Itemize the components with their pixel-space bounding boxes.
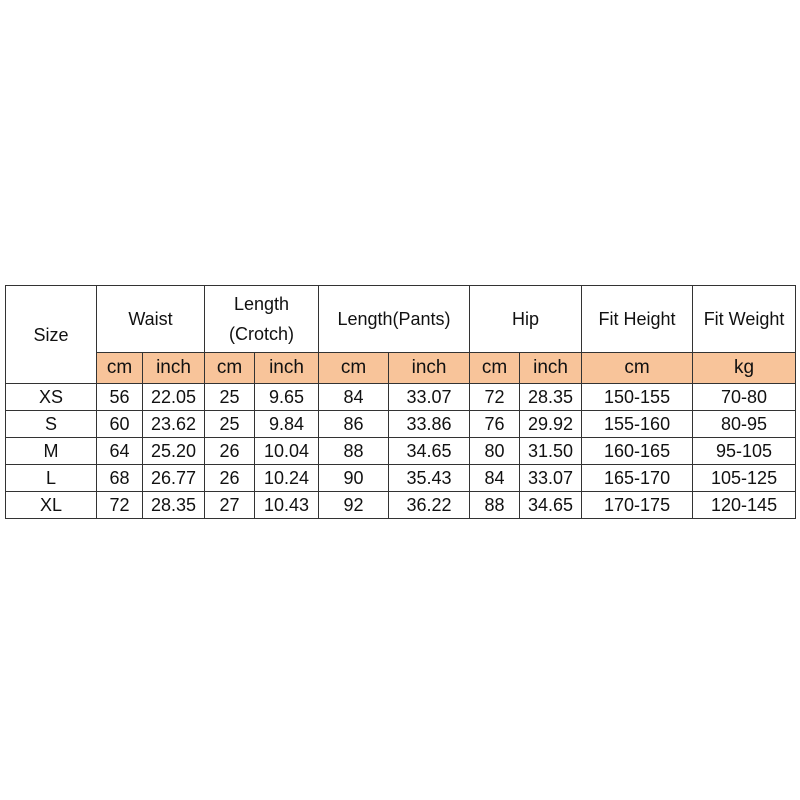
table-row [6, 384, 796, 411]
unit-cell: kg [693, 353, 796, 384]
table-cell: 33.86 [389, 411, 470, 438]
table-row [6, 438, 796, 465]
table-cell: 95-105 [693, 438, 796, 465]
header-hip: Hip [470, 286, 582, 353]
table-cell: 25.20 [143, 438, 205, 465]
header-waist: Waist [97, 286, 205, 353]
table-cell: 34.65 [389, 438, 470, 465]
table-cell: 105-125 [693, 465, 796, 492]
units-row [6, 353, 796, 384]
table-cell: 31.50 [520, 438, 582, 465]
header-length-crotch-line1: Length [233, 294, 290, 314]
table-cell: 33.07 [520, 465, 582, 492]
table-cell: 92 [319, 492, 389, 519]
size-label-cell: XS [6, 384, 97, 411]
table-cell: 76 [470, 411, 520, 438]
table-cell: 70-80 [693, 384, 796, 411]
table-cell: 160-165 [582, 438, 693, 465]
table-cell: 86 [319, 411, 389, 438]
table-row [6, 411, 796, 438]
unit-cell: inch [389, 353, 470, 384]
unit-cell: cm [97, 353, 143, 384]
unit-cell: cm [582, 353, 693, 384]
header-length-crotch [205, 286, 319, 353]
table-cell: 56 [97, 384, 143, 411]
table-cell: 90 [319, 465, 389, 492]
header-row [6, 286, 796, 353]
table-cell: 155-160 [582, 411, 693, 438]
unit-cell: inch [255, 353, 319, 384]
table-cell: 72 [470, 384, 520, 411]
unit-cell: cm [205, 353, 255, 384]
table-cell: 64 [97, 438, 143, 465]
table-cell: 34.65 [520, 492, 582, 519]
table-cell: 25 [205, 411, 255, 438]
table-cell: 9.84 [255, 411, 319, 438]
table-cell: 35.43 [389, 465, 470, 492]
table-cell: 84 [319, 384, 389, 411]
table-cell: 80 [470, 438, 520, 465]
table-row [6, 492, 796, 519]
table-cell: 27 [205, 492, 255, 519]
unit-cell: cm [470, 353, 520, 384]
table-cell: 120-145 [693, 492, 796, 519]
table-cell: 60 [97, 411, 143, 438]
header-fit-height: Fit Height [582, 286, 693, 353]
size-label-cell: XL [6, 492, 97, 519]
table-cell: 150-155 [582, 384, 693, 411]
table-cell: 88 [319, 438, 389, 465]
table-cell: 88 [470, 492, 520, 519]
table-cell: 28.35 [520, 384, 582, 411]
table-cell: 36.22 [389, 492, 470, 519]
table-cell: 80-95 [693, 411, 796, 438]
table-cell: 28.35 [143, 492, 205, 519]
table-cell: 33.07 [389, 384, 470, 411]
header-size: Size [6, 286, 97, 384]
table-row [6, 465, 796, 492]
table-cell: 25 [205, 384, 255, 411]
table-cell: 10.24 [255, 465, 319, 492]
table-cell: 22.05 [143, 384, 205, 411]
table-cell: 170-175 [582, 492, 693, 519]
size-chart-table [5, 285, 796, 519]
table-cell: 9.65 [255, 384, 319, 411]
unit-cell: cm [319, 353, 389, 384]
size-label-cell: S [6, 411, 97, 438]
table-cell: 10.43 [255, 492, 319, 519]
size-label-cell: M [6, 438, 97, 465]
table-cell: 26 [205, 465, 255, 492]
header-length-crotch-line2: (Crotch) [229, 324, 295, 344]
table-cell: 68 [97, 465, 143, 492]
table-cell: 72 [97, 492, 143, 519]
table-cell: 26.77 [143, 465, 205, 492]
header-fit-weight: Fit Weight [693, 286, 796, 353]
table-cell: 29.92 [520, 411, 582, 438]
table-cell: 165-170 [582, 465, 693, 492]
table-cell: 84 [470, 465, 520, 492]
header-length-pants: Length(Pants) [319, 286, 470, 353]
unit-cell: inch [520, 353, 582, 384]
table-cell: 10.04 [255, 438, 319, 465]
table-cell: 26 [205, 438, 255, 465]
size-label-cell: L [6, 465, 97, 492]
table-cell: 23.62 [143, 411, 205, 438]
unit-cell: inch [143, 353, 205, 384]
